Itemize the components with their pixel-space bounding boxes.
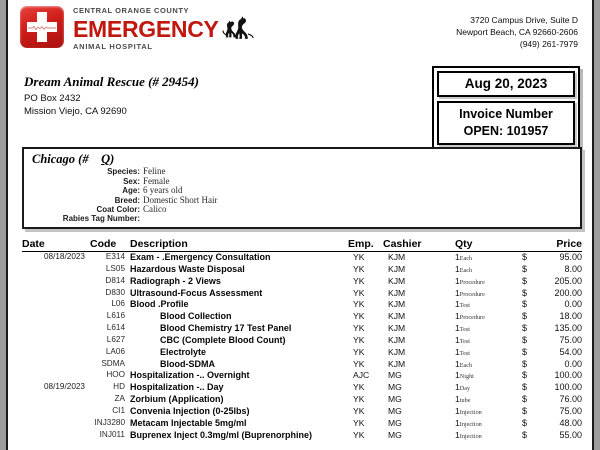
cell-cashier: KJM bbox=[388, 252, 406, 262]
patient-field-label: Breed: bbox=[114, 195, 140, 205]
cell-code: INJ3280 bbox=[94, 417, 125, 427]
cell-description: Zorbium (Application) bbox=[130, 394, 224, 405]
cell-code: CI1 bbox=[112, 405, 125, 415]
patient-field-row bbox=[24, 214, 580, 223]
cell-price: 205.00 bbox=[554, 275, 582, 286]
cell-currency-symbol: $ bbox=[522, 429, 528, 440]
clinic-name-main: EMERGENCY bbox=[73, 15, 219, 42]
cell-currency-symbol: $ bbox=[522, 275, 528, 286]
cell-cashier: MG bbox=[388, 429, 402, 440]
cell-cashier: KJM bbox=[388, 346, 406, 357]
cell-cashier: KJM bbox=[388, 311, 406, 322]
cell-employee: YK bbox=[353, 417, 365, 428]
quantity-number: 1 bbox=[455, 417, 460, 428]
clinic-name-top: CENTRAL ORANGE COUNTY bbox=[73, 6, 189, 15]
line-items-header bbox=[22, 236, 582, 252]
quantity-unit: Each bbox=[459, 266, 473, 274]
cell-quantity bbox=[455, 299, 470, 309]
table-row[interactable] bbox=[22, 323, 582, 335]
cell-currency-symbol: $ bbox=[522, 346, 528, 357]
invoice-number-label: Invoice Number bbox=[459, 107, 553, 121]
cell-description: Blood Chemistry 17 Test Panel bbox=[160, 323, 292, 334]
cell-price: 48.00 bbox=[559, 417, 582, 428]
cell-quantity bbox=[455, 264, 472, 274]
cell-code: L06 bbox=[111, 299, 125, 309]
cell-cashier: KJM bbox=[388, 323, 406, 334]
cell-description: Exam - .Emergency Consultation bbox=[130, 252, 271, 262]
patient-fields bbox=[24, 166, 580, 223]
cell-cashier: KJM bbox=[388, 287, 406, 298]
patient-name-suffix: ) bbox=[110, 152, 115, 166]
cell-employee: YK bbox=[353, 299, 365, 310]
cell-employee: YK bbox=[353, 382, 365, 393]
cell-currency-symbol: $ bbox=[522, 382, 528, 393]
table-row[interactable] bbox=[22, 276, 582, 288]
quantity-number: 1 bbox=[455, 394, 460, 405]
cell-description: Ultrasound-Focus Assessment bbox=[130, 287, 263, 298]
cell-quantity bbox=[455, 359, 472, 369]
patient-field-value: Female bbox=[143, 175, 170, 186]
cell-currency-symbol: $ bbox=[522, 323, 528, 334]
cell-code: D830 bbox=[105, 287, 125, 297]
quantity-unit: Procedure bbox=[459, 290, 485, 298]
cell-code: D814 bbox=[105, 275, 125, 285]
cell-cashier: KJM bbox=[388, 263, 406, 274]
cell-price: 54.00 bbox=[559, 346, 582, 357]
column-header-emp: Emp. bbox=[348, 238, 374, 250]
cell-description: Hospitalization -.. Overnight bbox=[130, 370, 250, 381]
cell-price: 0.00 bbox=[564, 299, 582, 310]
cell-code: INJ011 bbox=[99, 429, 125, 439]
table-row[interactable] bbox=[22, 288, 582, 300]
cell-description: Blood .Profile bbox=[130, 299, 189, 310]
patient-field-value: Calico bbox=[143, 204, 167, 215]
quantity-number: 1 bbox=[455, 287, 460, 298]
cell-quantity bbox=[455, 288, 485, 298]
patient-field-label: Species: bbox=[107, 167, 140, 176]
table-row[interactable] bbox=[22, 406, 582, 418]
cell-currency-symbol: $ bbox=[522, 370, 528, 381]
patient-field-label: Age: bbox=[122, 186, 140, 196]
quantity-unit: Procedure bbox=[459, 278, 485, 286]
cell-employee: YK bbox=[353, 334, 365, 345]
table-row[interactable] bbox=[22, 264, 582, 276]
cell-code: E314 bbox=[105, 252, 125, 261]
letterhead bbox=[8, 0, 592, 62]
table-row[interactable] bbox=[22, 430, 582, 442]
table-row[interactable] bbox=[22, 359, 582, 371]
address-city: Newport Beach, CA 92660-2606 bbox=[456, 27, 578, 38]
cell-employee: YK bbox=[353, 346, 365, 357]
quantity-unit: Injection bbox=[459, 408, 482, 416]
cell-employee: AJC bbox=[353, 370, 370, 381]
quantity-number: 1 bbox=[455, 382, 460, 393]
table-row[interactable] bbox=[22, 335, 582, 347]
cell-price: 95.00 bbox=[559, 252, 582, 262]
cell-price: 55.00 bbox=[559, 429, 582, 440]
cell-description: Hazardous Waste Disposal bbox=[130, 263, 245, 274]
quantity-unit: Day bbox=[459, 385, 471, 393]
client-address-1: PO Box 2432 bbox=[24, 92, 81, 104]
invoice-summary-boxes bbox=[432, 66, 580, 150]
table-row[interactable] bbox=[22, 299, 582, 311]
cell-description: Electrolyte bbox=[160, 346, 207, 357]
cell-quantity bbox=[455, 335, 470, 345]
quantity-unit: Procedure bbox=[459, 314, 485, 322]
cell-cashier: KJM bbox=[388, 358, 406, 369]
cell-quantity bbox=[455, 276, 485, 286]
cell-employee: YK bbox=[353, 394, 365, 405]
patient-id: Q bbox=[101, 152, 111, 166]
invoice-number-box bbox=[437, 101, 575, 145]
cell-code: L627 bbox=[106, 334, 125, 344]
column-header-code: Code bbox=[90, 238, 117, 250]
table-row[interactable] bbox=[22, 394, 582, 406]
quantity-number: 1 bbox=[455, 263, 460, 274]
cell-cashier: KJM bbox=[388, 334, 406, 345]
quantity-number: 1 bbox=[455, 252, 460, 262]
cell-date: 08/18/2023 bbox=[44, 252, 85, 261]
page-gutter-right bbox=[594, 0, 600, 450]
clinic-name-bottom: ANIMAL HOSPITAL bbox=[73, 41, 153, 51]
table-row[interactable] bbox=[22, 382, 582, 394]
patient-field-value: Feline bbox=[143, 166, 166, 176]
quantity-number: 1 bbox=[455, 275, 460, 286]
cell-quantity bbox=[455, 347, 470, 357]
cell-quantity bbox=[455, 323, 470, 333]
column-header-qty: Qty bbox=[455, 238, 473, 250]
clinic-logo bbox=[20, 6, 255, 50]
quantity-unit: tube bbox=[459, 397, 471, 405]
cell-cashier: MG bbox=[388, 417, 402, 428]
cell-employee: YK bbox=[353, 252, 365, 262]
table-row[interactable] bbox=[22, 311, 582, 323]
cell-employee: YK bbox=[353, 311, 365, 322]
cell-code: HD bbox=[113, 382, 125, 392]
cell-quantity bbox=[455, 311, 485, 321]
cell-quantity bbox=[455, 252, 472, 262]
table-row[interactable] bbox=[22, 252, 582, 264]
cell-currency-symbol: $ bbox=[522, 252, 528, 262]
table-row[interactable] bbox=[22, 347, 582, 359]
cell-code: ZA bbox=[114, 394, 125, 404]
cell-code: HOO bbox=[106, 370, 125, 380]
cell-cashier: KJM bbox=[388, 275, 406, 286]
cell-date: 08/19/2023 bbox=[44, 382, 85, 392]
cell-employee: YK bbox=[353, 358, 365, 369]
line-items-body bbox=[22, 252, 582, 442]
cell-employee: YK bbox=[353, 323, 365, 334]
cell-code: L614 bbox=[106, 323, 125, 333]
quantity-number: 1 bbox=[455, 405, 460, 416]
patient-field-value: 6 years old bbox=[143, 185, 183, 196]
cell-code: L616 bbox=[106, 311, 125, 321]
cell-price: 8.00 bbox=[564, 263, 582, 274]
cell-cashier: MG bbox=[388, 405, 402, 416]
patient-field-label: Rabies Tag Number: bbox=[62, 214, 140, 224]
cell-code: SDMA bbox=[101, 358, 125, 368]
cell-cashier: KJM bbox=[388, 299, 406, 310]
cell-employee: YK bbox=[353, 263, 365, 274]
patient-info-box bbox=[22, 147, 582, 229]
heartbeat-icon bbox=[28, 26, 56, 30]
quantity-number: 1 bbox=[455, 334, 460, 345]
quantity-number: 1 bbox=[455, 311, 460, 322]
quantity-unit: Injection bbox=[459, 420, 482, 428]
cell-currency-symbol: $ bbox=[522, 417, 528, 428]
quantity-unit: Test bbox=[459, 326, 471, 334]
cell-code: LA06 bbox=[105, 346, 125, 356]
quantity-unit: Night bbox=[459, 373, 474, 381]
cell-quantity bbox=[455, 430, 482, 440]
cell-currency-symbol: $ bbox=[522, 287, 528, 298]
cell-description: Blood-SDMA bbox=[160, 358, 215, 369]
cell-price: 135.00 bbox=[554, 323, 582, 334]
patient-field-label: Sex: bbox=[123, 176, 140, 186]
cell-employee: YK bbox=[353, 287, 365, 298]
cell-code: LS05 bbox=[105, 263, 125, 273]
cell-currency-symbol: $ bbox=[522, 358, 528, 369]
cell-description: Radiograph - 2 Views bbox=[130, 275, 221, 286]
cell-currency-symbol: $ bbox=[522, 394, 528, 405]
patient-field-value: Domestic Short Hair bbox=[143, 194, 218, 205]
quantity-number: 1 bbox=[455, 370, 460, 381]
cell-description: CBC (Complete Blood Count) bbox=[160, 334, 286, 345]
cell-description: Hospitalization -.. Day bbox=[130, 382, 224, 393]
address-phone: (949) 261-7979 bbox=[519, 39, 578, 50]
quantity-number: 1 bbox=[455, 323, 460, 334]
cell-quantity bbox=[455, 370, 474, 380]
quantity-unit: Each bbox=[459, 255, 473, 262]
patient-field-label: Coat Color: bbox=[96, 205, 140, 215]
cell-price: 18.00 bbox=[559, 311, 582, 322]
quantity-unit: Injection bbox=[459, 432, 482, 440]
cell-currency-symbol: $ bbox=[522, 263, 528, 274]
quantity-number: 1 bbox=[455, 346, 460, 357]
cell-quantity bbox=[455, 418, 482, 428]
medical-cross-icon bbox=[20, 6, 64, 48]
cell-quantity bbox=[455, 406, 482, 416]
client-name: Dream Animal Rescue (# 29454) bbox=[24, 74, 200, 89]
cell-price: 200.00 bbox=[554, 287, 582, 298]
cell-currency-symbol: $ bbox=[522, 405, 528, 416]
cell-price: 75.00 bbox=[559, 334, 582, 345]
cell-employee: YK bbox=[353, 429, 365, 440]
client-address-2: Mission Viejo, CA 92690 bbox=[24, 105, 127, 117]
dog-and-cat-icon bbox=[221, 16, 255, 40]
quantity-unit: Test bbox=[459, 337, 471, 345]
column-header-cashier: Cashier bbox=[383, 238, 422, 250]
table-row[interactable] bbox=[22, 418, 582, 430]
invoice-date-box: Aug 20, 2023 bbox=[437, 71, 575, 97]
cell-price: 100.00 bbox=[554, 370, 582, 381]
cell-employee: YK bbox=[353, 405, 365, 416]
cell-currency-symbol: $ bbox=[522, 311, 528, 322]
cell-cashier: MG bbox=[388, 382, 402, 393]
patient-name bbox=[24, 149, 580, 167]
cell-price: 75.00 bbox=[559, 405, 582, 416]
cell-cashier: MG bbox=[388, 370, 402, 381]
cell-currency-symbol: $ bbox=[522, 334, 528, 345]
cell-employee: YK bbox=[353, 275, 365, 286]
cell-description: Convenia Injection (0-25lbs) bbox=[130, 405, 250, 416]
cell-cashier: MG bbox=[388, 394, 402, 405]
cell-quantity bbox=[455, 394, 470, 404]
cell-description: Blood Collection bbox=[160, 311, 232, 322]
quantity-number: 1 bbox=[455, 299, 460, 310]
cell-price: 100.00 bbox=[554, 382, 582, 393]
cell-description: Metacam Injectable 5mg/ml bbox=[130, 417, 247, 428]
cell-quantity bbox=[455, 382, 470, 392]
invoice-page bbox=[6, 0, 594, 450]
cell-currency-symbol: $ bbox=[522, 299, 528, 310]
address-street: 3720 Campus Drive, Suite D bbox=[470, 15, 578, 25]
quantity-unit: Test bbox=[459, 349, 471, 357]
cell-price: 76.00 bbox=[559, 394, 582, 405]
quantity-number: 1 bbox=[455, 358, 460, 369]
cell-description: Buprenex Inject 0.3mg/ml (Buprenorphine) bbox=[130, 429, 313, 440]
invoice-number-value: OPEN: 101957 bbox=[463, 123, 549, 138]
column-header-price: Price bbox=[556, 238, 582, 250]
patient-name-prefix: Chicago (# bbox=[32, 152, 89, 166]
cell-price: 0.00 bbox=[564, 358, 582, 369]
column-header-date: Date bbox=[22, 238, 45, 250]
bill-to-block bbox=[24, 73, 199, 118]
quantity-unit: Each bbox=[459, 361, 473, 369]
quantity-number: 1 bbox=[455, 429, 460, 440]
column-header-description: Description bbox=[130, 238, 188, 250]
table-row[interactable] bbox=[22, 370, 582, 382]
clinic-address bbox=[456, 14, 578, 50]
quantity-unit: Test bbox=[459, 302, 471, 310]
